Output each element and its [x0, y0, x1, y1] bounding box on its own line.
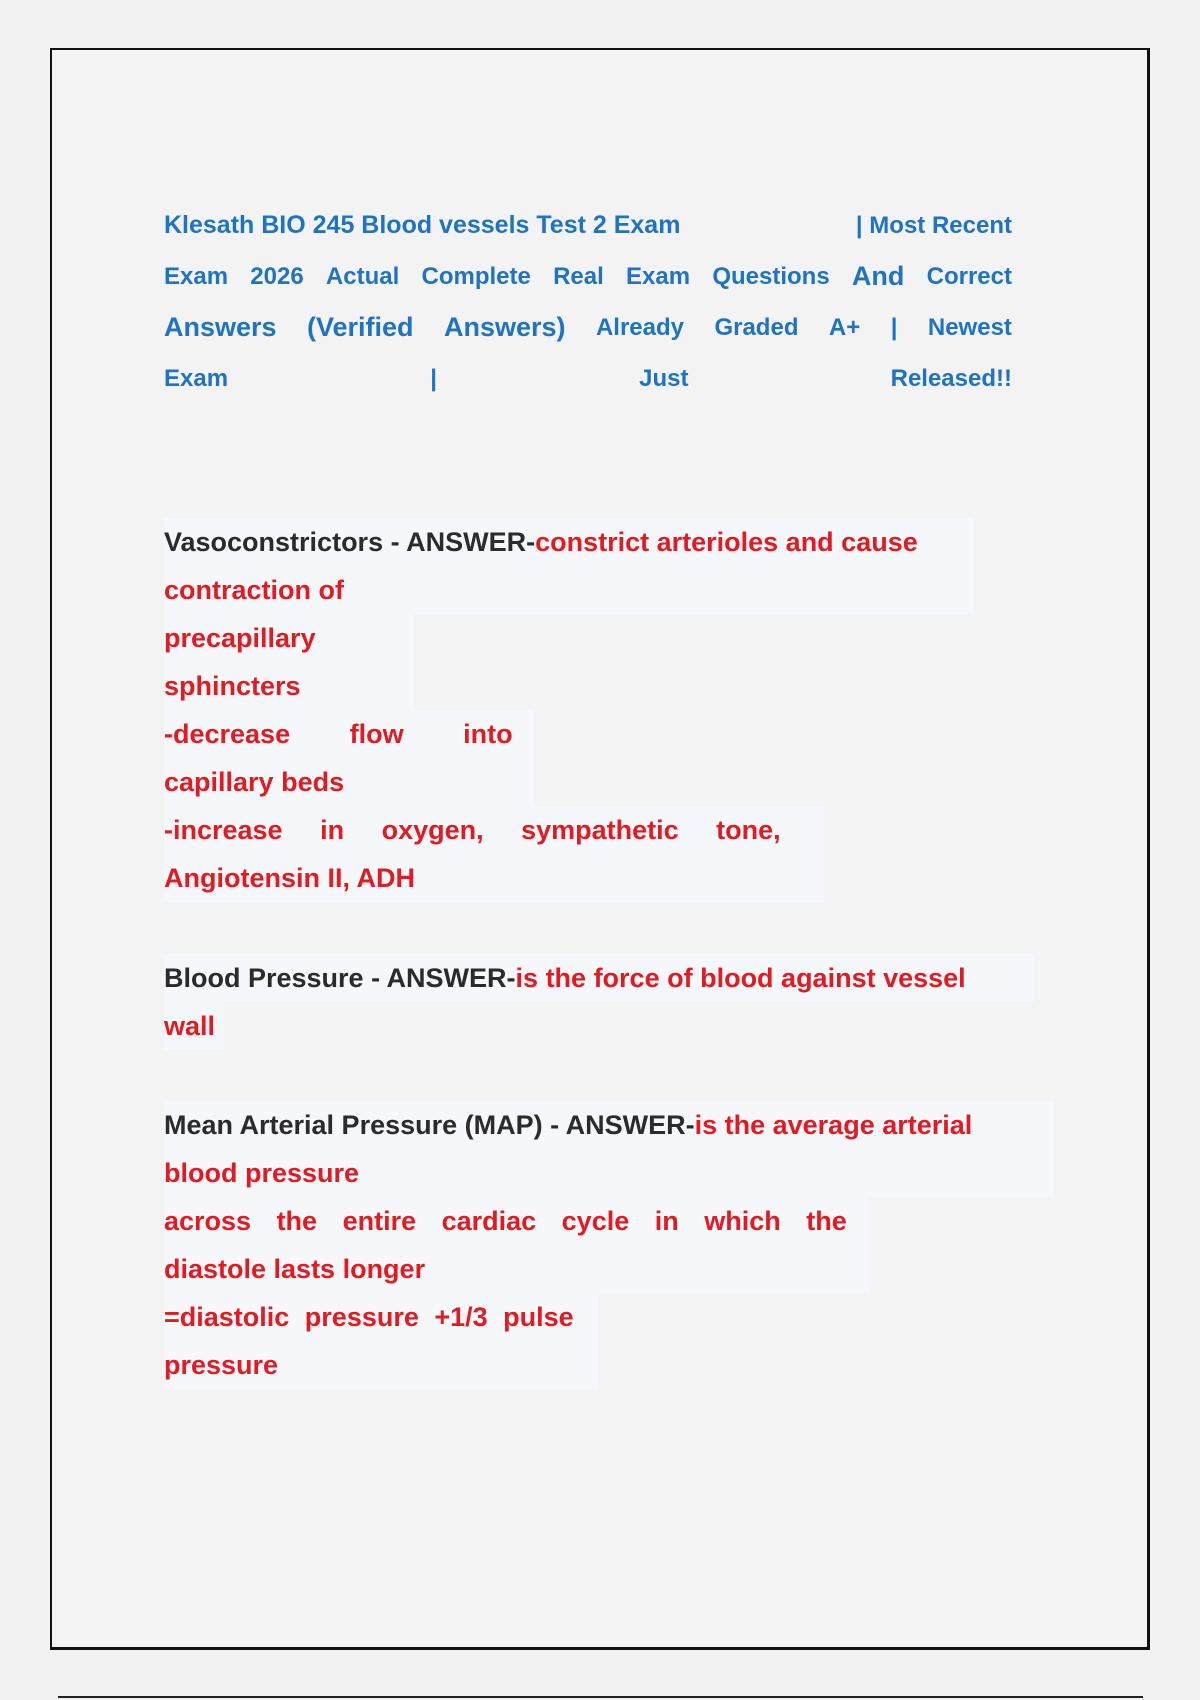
answer-line: diastole lasts longer: [164, 1254, 426, 1284]
title-word: And: [851, 261, 905, 291]
question-term: Mean Arterial Pressure (MAP): [164, 1110, 543, 1140]
title-word: (Verified: [307, 312, 414, 342]
answer-line: contraction of: [164, 575, 344, 605]
title-word: Newest: [927, 314, 1012, 341]
answer-line: Angiotensin II, ADH: [164, 863, 415, 893]
title-word: Graded: [714, 314, 799, 341]
answer-line: sphincters: [164, 671, 301, 701]
qa-first-line: [164, 954, 1034, 1002]
qa-first-line: [164, 518, 974, 566]
answer-text: is the force of blood against vessel: [515, 963, 966, 993]
answer-line: -decrease flow into: [164, 719, 513, 749]
question-term: Vasoconstrictors: [164, 527, 384, 557]
answer-text: is the average arterial: [694, 1110, 973, 1140]
title-word: Questions: [712, 263, 830, 290]
title-word: Exam: [626, 263, 691, 290]
answer-label: - ANSWER-: [542, 1110, 695, 1140]
qa-entry-mean-arterial-pressure: [164, 1101, 1054, 1389]
title-line-4: [164, 353, 1012, 404]
answer-line: blood pressure: [164, 1158, 360, 1188]
answer-line: pressure: [164, 1350, 279, 1380]
document-page: [50, 48, 1150, 1650]
title-text: | Most Recent: [855, 212, 1012, 239]
qa-entry-vasoconstrictors: [164, 518, 974, 902]
answer-label: - ANSWER-: [383, 527, 536, 557]
answer-line: -increase in oxygen, sympathetic tone,: [164, 815, 781, 845]
title-line-2: [164, 251, 1012, 302]
title-line-1: [164, 200, 1012, 251]
title-word: Real: [553, 263, 604, 290]
title-word: 2026: [250, 263, 304, 290]
title-word: A+: [828, 314, 861, 341]
title-word: Answers): [443, 312, 566, 342]
document-title: [164, 200, 1012, 404]
answer-line: precapillary: [164, 623, 316, 653]
title-word: |: [890, 314, 898, 341]
title-word: Already: [595, 314, 685, 341]
title-word: Correct: [926, 263, 1012, 290]
answer-line: capillary beds: [164, 767, 345, 797]
title-word: Actual: [325, 263, 400, 290]
question-term: Blood Pressure: [164, 963, 364, 993]
title-word: Exam | Just Released!!: [164, 365, 1012, 392]
answer-label: - ANSWER-: [363, 963, 516, 993]
title-word: Exam: [164, 263, 229, 290]
title-line-3: [164, 302, 1012, 353]
title-text: Klesath BIO 245 Blood vessels Test 2 Exam: [164, 211, 681, 239]
title-word: Complete: [421, 263, 531, 290]
title-word: Answers: [164, 312, 277, 342]
page-bottom-divider: [58, 1696, 1143, 1698]
answer-line: across the entire cardiac cycle in which the: [164, 1206, 847, 1236]
qa-first-line: [164, 1101, 1054, 1149]
answer-line: wall: [164, 1011, 216, 1041]
qa-entry-blood-pressure: [164, 954, 1034, 1050]
answer-line: =diastolic pressure +1/3 pulse: [164, 1302, 574, 1332]
answer-text: constrict arterioles and cause: [535, 527, 918, 557]
